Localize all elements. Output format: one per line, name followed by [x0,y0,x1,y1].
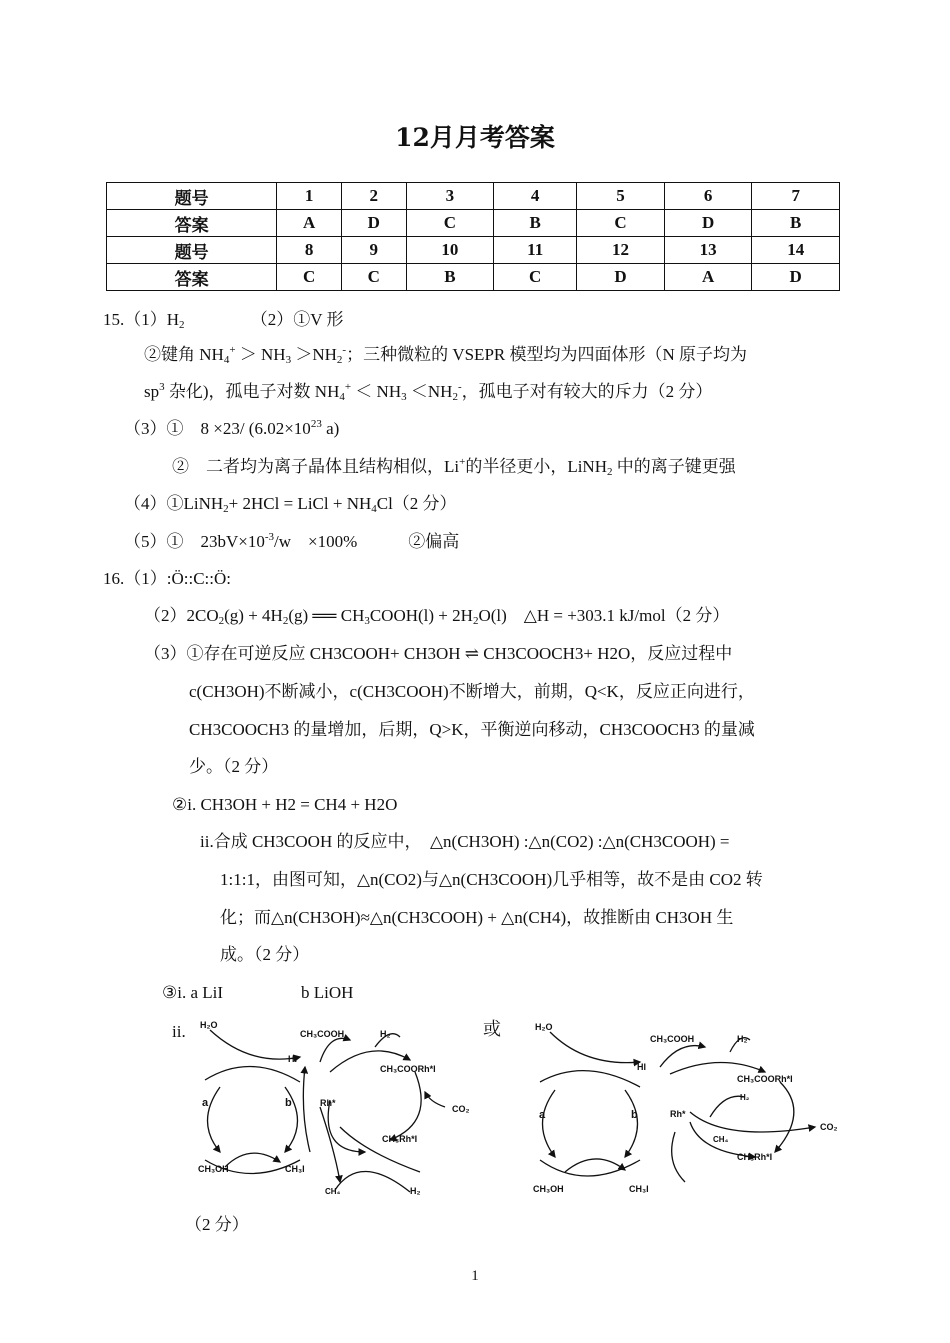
text: Cl（2 分） [376,494,457,513]
table-row [107,210,840,237]
q15-line-3: $sp^3$ 杂化)，孤电子对数 $NH_4^+ < NH_3 <NH_2^-$，孤电子对有较大的斥力（2 分） [144,381,713,403]
q16-line-6: 少。（2 分） [189,757,279,776]
label-h2o: H₂O [535,1022,553,1032]
table-row [107,237,840,264]
table-cell: 题号 [107,237,277,264]
q16-line-11: 成。（2 分） [220,945,310,964]
catalytic-cycle-diagram-2 [525,1012,845,1202]
table-cell: 答案 [107,264,277,291]
text: 中的离子键更强 [612,457,736,476]
text: ；三种微粒的 VSEPR 模型均为四面体形（N 原子均为 [346,345,748,364]
table-cell: 3 [406,183,494,210]
label-hi: HI [637,1062,646,1072]
text: 的半径更小，LiNH [465,457,607,476]
q15-line-5: ② 二者均为离子晶体且结构相似，Li+的半径更小，LiNH$_2$ 中的离子键更强 [172,456,736,478]
table-cell: 14 [752,237,840,264]
q16-line-5: CH3COOCH3 的量增加，后期，Q>K，平衡逆向移动，CH3COOCH3 的量减 [189,720,755,739]
label-ch3i: CH₃I [285,1164,305,1174]
label-ch3rh-i: CH₃Rh*I [737,1152,773,1162]
text: ＜NH [406,382,453,401]
table-cell: 5 [577,183,665,210]
table-cell: D [664,210,752,237]
page-number: 1 [471,1268,479,1284]
text: ＞NH [291,345,337,364]
table-row [107,183,840,210]
q16-ii-label: ii. [172,1022,186,1041]
label-hi: HI [288,1054,297,1064]
text: （1）:Ö::C::Ö: [124,569,231,588]
table-cell: C [577,210,665,237]
q15-part1: （1）H [124,310,180,329]
text: (g) + 4H [224,606,283,625]
text: (g) ══ CH [288,606,365,625]
label-a: a [539,1109,546,1121]
q15-line-6: （4）①LiNH$_2$+ 2HCl = LiCl + $NH_4Cl(2$ 分） [124,494,457,515]
text: ②键角 NH [144,345,224,364]
label-ch4: CH₄ [325,1187,341,1196]
table-cell: 题号 [107,183,277,210]
q16-line-10: 化；而△n(CH3OH)≈△n(CH3COOH) + △n(CH4)，故推断由 CH3OH 生 [220,908,734,927]
text: ③i. a LiI [162,983,224,1002]
table-cell: 2 [341,183,406,210]
text: /w ×100% ②偏高 [274,532,460,551]
label-a: a [202,1097,209,1109]
table-cell: 6 [664,183,752,210]
table-cell: 7 [752,183,840,210]
label-ch3cooh: CH₃COOH [300,1029,345,1039]
q15-line-4: （3）① 8 ×23/ ($6.02\times 10^{23}$ a) [124,418,340,438]
q15-line-2: ②键角 $NH_4^+ > NH_3 >NH_2^-$；三种微粒的 VSEPR 模型均为四面体形（N 原子均为 [144,344,748,366]
table-cell: D [752,264,840,291]
q16-line-3: （3）①存在可逆反应 CH3COOH+ CH3OH ⇌ CH3COOCH3+ H2O，反应过程中 [144,644,733,663]
text: COOH(l) + 2H [369,606,473,625]
q15-line-7: （5）① $23bV\times 10^{-3}/w$ ×100% ②偏高 [124,531,460,551]
text: （5）① 23bV×10 [124,532,265,551]
table-cell: B [494,210,577,237]
label-ch4: CH₄ [713,1135,729,1144]
table-cell: C [341,264,406,291]
text: b LiOH [301,983,354,1002]
table-cell: C [277,264,342,291]
label-h2: H₂ [380,1029,391,1039]
label-rh: Rh* [320,1098,336,1108]
table-cell: 12 [577,237,665,264]
table-row [107,264,840,291]
label-ch3rh-i: CH₃Rh*I [382,1134,418,1144]
table-cell: 11 [494,237,577,264]
text: a) [321,419,340,438]
text: （4）①LiNH [124,494,224,513]
label-h2-mid: H₂ [740,1093,750,1102]
table-cell: 10 [406,237,494,264]
text: ＞ NH [235,345,286,364]
table-cell: 9 [341,237,406,264]
label-h2: H₂ [737,1034,748,1044]
table-cell: D [577,264,665,291]
label-ch3coorh-i: CH₃COORh*I [380,1064,436,1074]
table-cell: 13 [664,237,752,264]
score-label: （2 分） [185,1215,249,1234]
table-cell: 1 [277,183,342,210]
label-b: b [631,1109,638,1121]
or-label: 或 [483,1019,501,1039]
q16-line-2: $(2)2CO_2(g) + 4H_2(g)$ ══ $CH_3COOH(l) + 2H_2O(l)$ △H = +303.1 kJ/mol（2 分） [144,606,730,627]
page-title: 12月月考答案 [395,123,555,152]
table-cell: A [277,210,342,237]
q15-number: 15. [103,310,125,329]
label-h2o: H₂O [200,1020,218,1030]
text: ② 二者均为离子晶体且结构相似，Li [172,457,460,476]
label-co2: CO₂ [452,1104,470,1114]
table-cell: C [406,210,494,237]
table-cell: C [494,264,577,291]
label-ch3oh: CH₃OH [198,1164,229,1174]
text: + 2HCl = LiCl + NH [228,494,372,513]
q16-line-4: c(CH3OH)不断减小，c(CH3COOH)不断增大，前期，Q<K，反应正向进行， [189,682,755,701]
label-co2: CO₂ [820,1122,838,1132]
q16-number: 16. [103,569,125,588]
q16-line-9: 1:1:1，由图可知，△n(CO2)与△n(CH3COOH)几乎相等，故不是由 CO2 转 [220,870,763,889]
answer-table [106,182,840,291]
q15-part2: （2）①V 形 [250,310,344,329]
text: （2）2CO [144,606,219,625]
label-ch3i: CH₃I [629,1184,649,1194]
label-ch3coorh-i: CH₃COORh*I [737,1074,793,1084]
text: （3）① 8 ×23/ (6.02×10 [124,419,311,438]
table-cell: D [341,210,406,237]
table-cell: B [406,264,494,291]
table-cell: B [752,210,840,237]
text: ＜ NH [351,382,402,401]
label-ch3oh: CH₃OH [533,1184,564,1194]
table-cell: 4 [494,183,577,210]
q16-line-1 [103,567,231,591]
text: sp [144,382,160,401]
table-cell: 8 [277,237,342,264]
table-cell: 答案 [107,210,277,237]
q16-line-12 [162,981,353,1005]
q15-line-1: $15.(1)H_2$ （2）①V 形 [103,310,344,331]
text: 杂化)，孤电子对数 NH [164,382,340,401]
q16-line-8: ii.合成 CH3COOH 的反应中， △n(CH3OH) :△n(CO2) :△n(CH3COOH) = [200,832,730,851]
label-h2-bottom: H₂ [410,1186,421,1196]
table-cell: A [664,264,752,291]
label-rh: Rh* [670,1109,686,1119]
label-b: b [285,1097,292,1109]
catalytic-cycle-diagram-1 [190,1012,480,1202]
label-ch3cooh: CH₃COOH [650,1034,695,1044]
q16-line-7: ②i. CH3OH + H2 = CH4 + H2O [172,795,398,814]
text: O(l) △H = +303.1 kJ/mol（2 分） [478,606,730,625]
text: ，孤电子对有较大的斥力（2 分） [461,382,713,401]
